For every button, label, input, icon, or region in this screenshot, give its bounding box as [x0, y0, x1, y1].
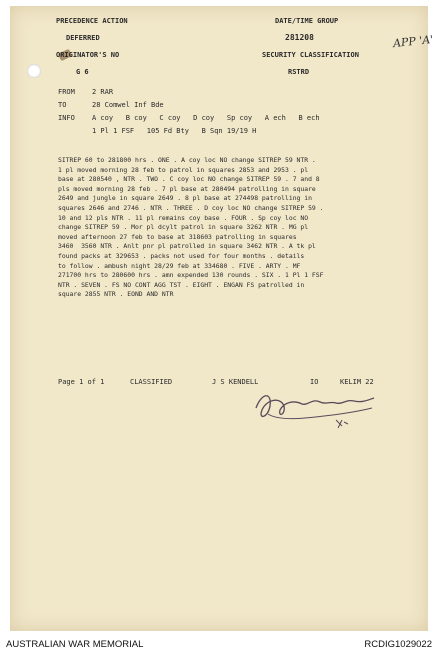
originators-no-label: ORIGINATOR'S NO — [56, 51, 120, 59]
message-body — [58, 156, 412, 300]
archive-source: AUSTRALIAN WAR MEMORIAL — [6, 639, 144, 650]
date-time-value: 281208 — [285, 33, 314, 42]
body-line: 10 and 12 pls NTR . 11 pl remains coy base . FOUR . Sp coy loc NO — [58, 213, 309, 222]
security-value: RSTRD — [288, 68, 310, 76]
punch-hole — [27, 64, 41, 78]
body-line: 3460 3560 NTR . Anlt pnr pl patrolled in square 3462 NTR . A tk pl — [58, 242, 316, 251]
extension: KELIM 22 — [340, 378, 374, 386]
security-classification-label: SECURITY CLASSIFICATION — [262, 51, 359, 59]
body-line: pls moved morning 28 feb . 7 pl base at 280494 patrolling in square — [58, 184, 316, 193]
date-time-group-label: DATE/TIME GROUP — [275, 17, 339, 25]
info-line-2: 1 Pl 1 FSF 105 Fd Bty B Sqn 19/19 H — [92, 127, 257, 135]
archive-id: RCDIG1029022 — [364, 639, 432, 650]
body-line: 1 pl moved morning 28 feb to patrol in squares 2853 and 2953 . pl — [58, 165, 309, 174]
body-line: 271700 hrs to 280600 hrs . amn expended 130 rounds . SIX . 1 Pl 1 FSF — [58, 271, 324, 280]
to-value: 28 Comwel Inf Bde — [92, 101, 164, 109]
body-line: 2649 and jungle in square 2649 . 8 pl base at 274498 patrolling in — [58, 194, 312, 203]
body-line: moved afternoon 27 feb to base at 318603 patrolling in squares — [58, 232, 297, 241]
body-line: found packs at 329653 . packs not used for four months . details — [58, 251, 305, 260]
classified-label: CLASSIFIED — [130, 378, 173, 386]
deferred-value: DEFERRED — [66, 34, 100, 42]
handwritten-appendix-note: APP 'A' — [392, 32, 434, 51]
from-label: FROM — [58, 88, 75, 96]
info-line-1: A coy B coy C coy D coy Sp coy A ech B ech — [92, 114, 320, 122]
body-line: base at 280540 , NTR . TWO . C coy loc NO change SITREP 59 . 7 and 8 — [58, 175, 320, 184]
archive-footer — [0, 634, 438, 654]
body-line: SITREP 60 to 281800 hrs . ONE . A coy loc NO change SITREP 59 NTR . — [58, 156, 316, 164]
originator-code: IO — [310, 378, 319, 386]
signer-name: J S KENDELL — [212, 378, 259, 386]
from-value: 2 RAR — [92, 88, 114, 96]
page-count: Page 1 of 1 — [58, 378, 105, 386]
precedence-label: PRECEDENCE ACTION — [56, 17, 128, 25]
handwritten-signature — [250, 384, 380, 434]
info-label: INFO — [58, 114, 75, 122]
originators-no-value: G 6 — [76, 68, 89, 76]
document-sheet — [10, 6, 434, 631]
body-line: change SITREP 59 . Mor pl dcylt patrol in square 3262 NTR . MG pl — [58, 223, 309, 232]
body-line: square 2855 NTR . EOND AND NTR — [58, 290, 174, 299]
body-line: squares 2646 and 2746 . NTR . THREE . D coy loc NO change SITREP 59 . — [58, 203, 324, 212]
body-line: to follow . ambush night 28/29 feb at 334680 . FIVE . ARTY . MF — [58, 261, 301, 270]
to-label: TO — [58, 101, 67, 109]
body-line: NTR . SEVEN . FS NO CONT AGG TST . EIGHT . ENGAN FS patrolled in — [58, 280, 305, 289]
